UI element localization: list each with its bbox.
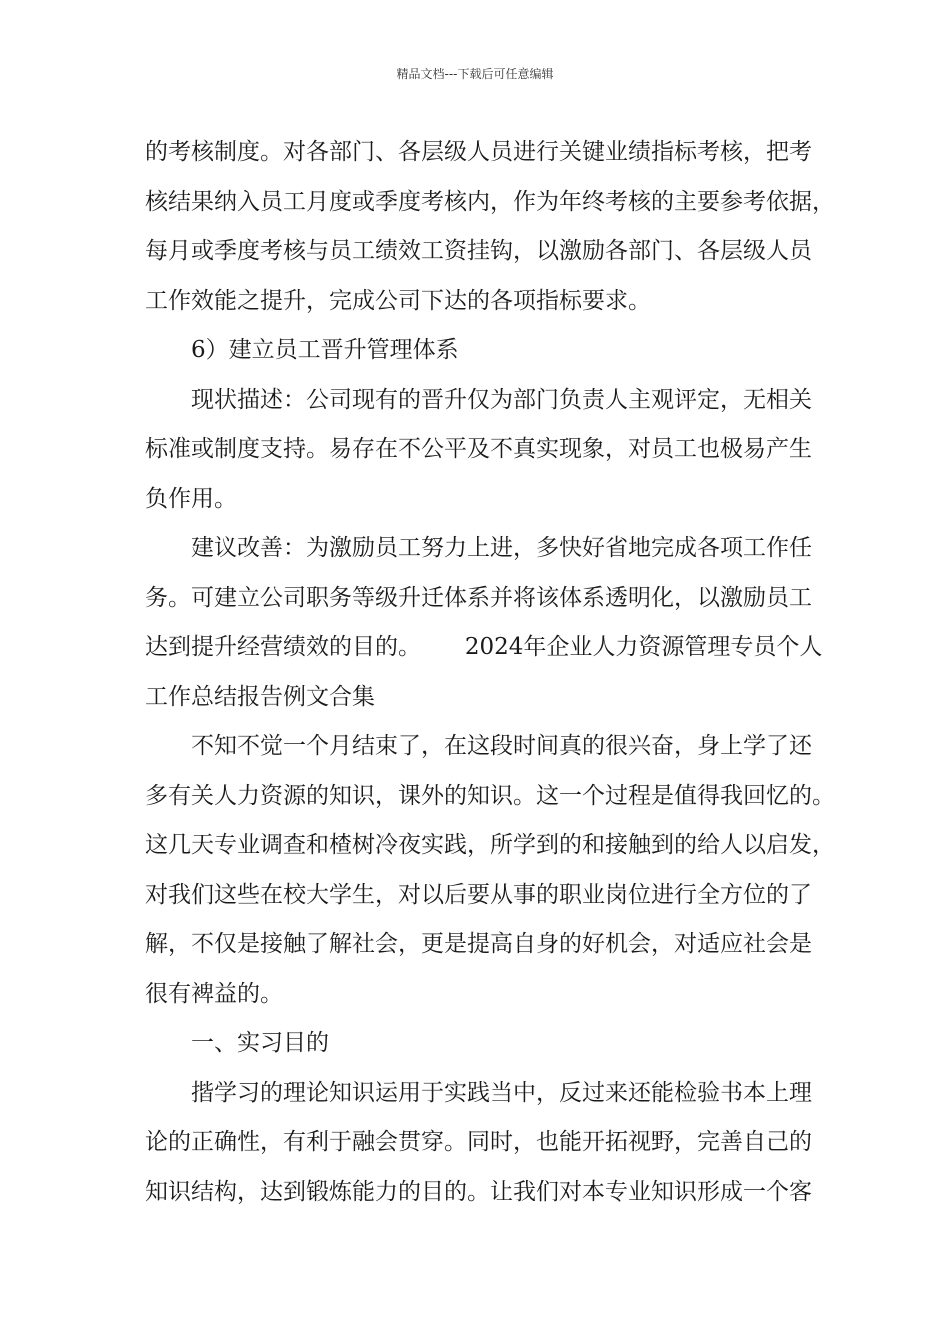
page-header: 精品文档---下载后可任意编辑 (396, 67, 554, 81)
text-line: 知识结构，达到锻炼能力的目的。让我们对本专业知识形成一个客 (145, 1178, 812, 1205)
text-line: 很有裨益的。 (145, 980, 283, 1007)
text-line: 负作用。 (145, 485, 237, 512)
text-line: 解，不仅是接触了解社会，更是提高自身的好机会，对适应社会是 (145, 931, 812, 957)
section-heading: 一、实习目的 (191, 1030, 329, 1056)
text-line: 务。可建立公司职务等级升迁体系并将该体系透明化，以激励员工 (145, 584, 812, 611)
text-line: 多有关人力资源的知识，课外的知识。这一个过程是值得我回忆的。 (145, 782, 835, 809)
section-heading: 6）建立员工晋升管理体系 (191, 337, 459, 363)
text-line: 工作总结报告例文合集 (145, 683, 375, 710)
document-body (145, 128, 835, 1217)
text-line: 不知不觉一个月结束了，在这段时间真的很兴奋，身上学了还 (191, 733, 812, 759)
text-line: 建议改善：为激励员工努力上进，多快好省地完成各项工作任 (191, 535, 812, 561)
text-line: 揩学习的理论知识运用于实践当中，反过来还能检验书本上理 (191, 1079, 812, 1106)
text-line: 现状描述：公司现有的晋升仅为部门负责人主观评定，无相关 (191, 386, 812, 413)
text-line: 达到提升经营绩效的目的。 2024年企业人力资源管理专员个人 (145, 634, 823, 660)
text-line: 每月或季度考核与员工绩效工资挂钩，以激励各部门、各层级人员 (145, 238, 812, 264)
text-line: 对我们这些在校大学生，对以后要从事的职业岗位进行全方位的了 (145, 881, 812, 908)
text-line: 这几天专业调查和楂树冷夜实践，所学到的和接触到的给人以启发， (145, 832, 835, 858)
text-line: 标准或制度支持。易存在不公平及不真实现象，对员工也极易产生 (145, 436, 812, 462)
text-line: 论的正确性，有利于融会贯穿。同时，也能开拓视野，完善自己的 (145, 1129, 812, 1155)
text-line: 工作效能之提升，完成公司下达的各项指标要求。 (145, 287, 651, 314)
text-line: 核结果纳入员工月度或季度考核内，作为年终考核的主要参考依据， (145, 188, 835, 215)
text-line: 的考核制度。对各部门、各层级人员进行关键业绩指标考核，把考 (145, 139, 812, 165)
